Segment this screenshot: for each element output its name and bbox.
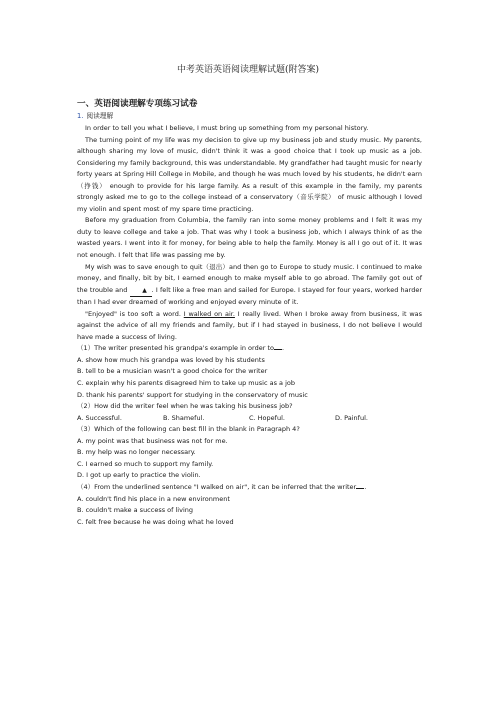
sub-heading-number: 1. (77, 112, 84, 120)
question-2-stem: （2）How did the writer feel when he was taking his business job? (77, 402, 293, 411)
question-4-end: . (364, 482, 367, 491)
question-4-text: （4）From the underlined sentence "I walked on air", it can be inferred that the writer (77, 482, 357, 491)
document-title: 中考英语英语阅读理解试题(附答案) (176, 65, 320, 75)
paragraph-4-text-a: My wish was to save enough to quit（退出）and then go to Europe to study music. I continued to make money, and finally, bit by bit, I earned enough to make myself able to go abroad. The family got out of the trouble and (77, 262, 422, 294)
passage-body (77, 123, 422, 528)
question-1-option-c: C. explain why his parents disagreed him to take up music as a job (77, 379, 295, 388)
question-2-option-b: B. Shameful. (163, 413, 205, 422)
question-4-option-a: A. couldn't find his place in a new environment (77, 494, 230, 503)
question-2-options (77, 413, 422, 425)
question-4-option-b: B. couldn't make a success of living (77, 506, 194, 515)
question-3-option-d: D. I got up early to practice the violin. (77, 471, 201, 480)
question-1-stem (77, 343, 422, 355)
paragraph-2: The turning point of my life was my decision to give up my business job and study music. My parents, although sharing my love of music, didn't think it was a good choice that I took up music as a job. Considering my family background, this was understandable. My grandfather had taught music for nearly forty years at Spring Hill College in Mobile, and though he was much loved by his students, he didn't earn（挣钱） enough to provide for his large family. As a result of this example in the family, my parents strongly asked me to go to the college instead of a conservatory（音乐学院） of music although I loved my violin and spent most of my spare time practicing. (77, 135, 422, 213)
underlined-sentence: I walked on air. (183, 309, 235, 318)
question-2-option-c: C. Hopeful. (249, 413, 285, 422)
fill-blank-marker: ▲ (130, 285, 152, 298)
question-3-option-a: A. my point was that business was not for me. (77, 436, 228, 445)
question-1-text: （1）The writer presented his grandpa's example in order to (77, 344, 274, 353)
sub-heading-label: 阅读理解 (86, 112, 114, 120)
paragraph-5-text-b: I really lived. When I broke away from business, it was against the advice of all my friends and family, but if I had stayed in business, I do not believe I would have made a success of living. (77, 309, 423, 341)
question-3-option-c: C. I earned so much to support my family. (77, 459, 214, 468)
question-2-option-a: A. Successful. (77, 413, 122, 422)
paragraph-3: Before my graduation from Columbia, the family ran into some money problems and I felt it was my duty to leave college and take a job. That was why I took a business job, which I always think of as the wasted years. I went into it for money, for being able to help the family. Money is all I go out of it. It was not enough. I felt that life was passing me by. (77, 216, 422, 260)
paragraph-5-text-a: "Enjoyed" is too soft a word. (85, 309, 184, 318)
question-1-option-d: D. thank his parents' support for studying in the conservatory of music (77, 390, 308, 399)
question-3-stem: （3）Which of the following can best fill in the blank in Paragraph 4? (77, 425, 300, 434)
section-heading: 一、英语阅读理解专项练习试卷 (77, 99, 198, 109)
paragraph-1: In order to tell you what I believe, I must bring up something from my personal history. (85, 124, 369, 132)
sub-heading (77, 110, 113, 120)
answer-blank (274, 343, 285, 353)
question-1-end: . (281, 344, 285, 353)
paragraph-5 (77, 309, 422, 344)
question-2-option-d: D. Painful. (335, 413, 368, 422)
question-1-option-b: B. tell to be a musician wasn't a good choice for the writer (77, 367, 268, 376)
question-4-option-c: C. felt free because he was doing what he loved (77, 517, 234, 526)
paragraph-4 (77, 262, 422, 309)
question-4-stem (77, 482, 422, 494)
question-3-option-b: B. my help was no longer necessary. (77, 448, 196, 457)
question-1-option-a: A. show how much his grandpa was loved by his students (77, 355, 265, 364)
paragraph-4-text-b: . I felt like a free man and sailed for Europe. I stayed for four years, worked harder than I had ever dreamed of working and enjoyed every minute of it. (77, 285, 422, 307)
